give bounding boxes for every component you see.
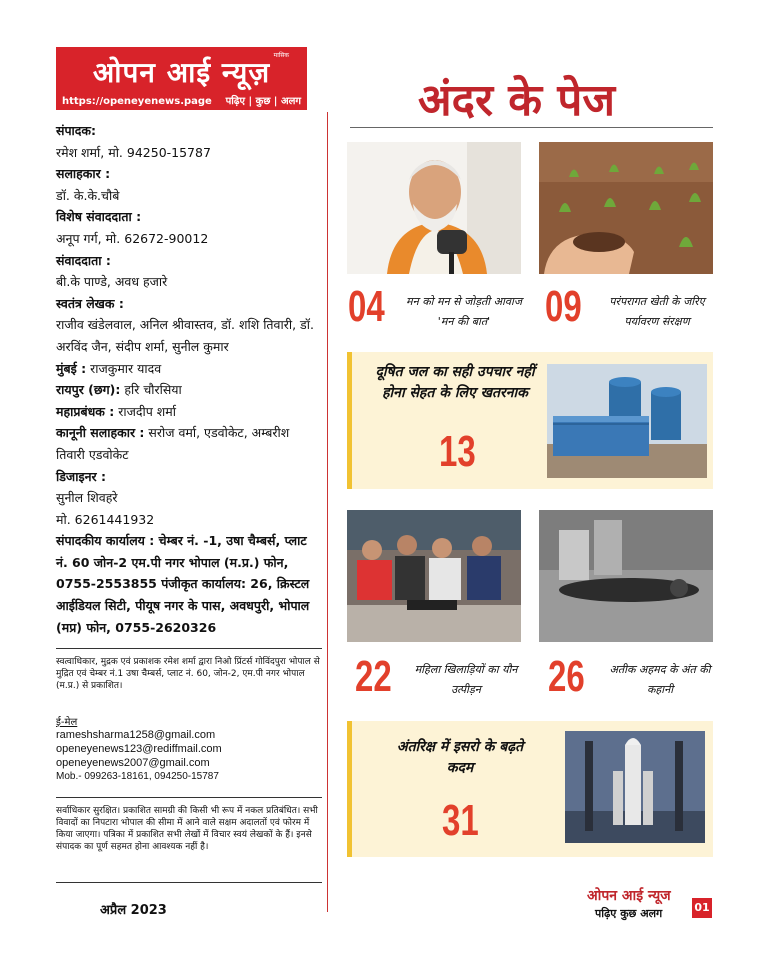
portrait-image <box>347 142 521 274</box>
credit-label: मुंबई : <box>56 360 87 376</box>
column-divider <box>327 112 328 912</box>
divider <box>56 648 322 649</box>
footer-tagline: पढ़िए कुछ अलग <box>595 907 663 920</box>
story-caption[interactable]: महिला खिलाड़ियों का यौन उत्पीड़न <box>414 663 518 696</box>
divider <box>56 882 322 883</box>
credit-label: संपादक: <box>56 123 97 138</box>
page-number-31: 31 <box>442 796 479 845</box>
credit-value: राजकुमार यादव <box>90 360 162 376</box>
credit-value: राजीव खंडेलवाल, अनिल श्रीवास्तव, डॉ. शशि तिवारी, डॉ. अरविंद जैन, संदीप शर्मा, सुनील कुमार <box>56 317 314 354</box>
scene-image <box>539 510 713 642</box>
water-plant-image <box>547 364 707 478</box>
story-photo-atiq[interactable] <box>539 510 713 642</box>
story-caption[interactable]: परंपरागत खेती के जरिए पर्यावरण संरक्षण <box>609 295 705 328</box>
page-number-26: 26 <box>548 652 585 701</box>
protest-image <box>347 510 521 642</box>
credit-label: संवाददाता : <box>56 252 111 268</box>
office-address <box>56 530 322 638</box>
credit-label: विशेष संवाददाता : <box>56 209 142 225</box>
panel-accent <box>347 352 352 489</box>
page-number-badge: 01 <box>692 898 712 918</box>
farming-image <box>539 142 713 274</box>
issue-date: अप्रैल 2023 <box>100 903 167 918</box>
logo-title: ओपन आई न्यूज़ <box>92 56 271 89</box>
email-address[interactable]: openeyenews123@rediffmail.com <box>56 743 222 755</box>
logo-tagline: पढ़िए | कुछ | अलग <box>225 96 301 107</box>
credit-label: महाप्रबंधक : <box>56 403 115 419</box>
credit-line <box>56 358 322 380</box>
story-caption[interactable]: मन को मन से जोड़ती आवाज 'मन की बात' <box>406 295 522 328</box>
office-label: संपादकीय कार्यालय : <box>56 533 155 549</box>
credit-line <box>56 422 322 465</box>
title-rule <box>350 127 713 128</box>
office-text: चेम्बर नं. -1, उषा चैम्बर्स, प्लाट नं. 60 जोन-2 एम.पी नगर भोपाल (म.प्र.) फोन, 0755-2553855 पंजीकृत कार्यालय: 26, क्रिस्टल आईडियल सिटी, पीयूष नगर के पास, अवधपुरी, भोपाल (मप्र) फोन, 0755-2620326 <box>56 533 310 635</box>
designer-mobile: मो. 6261441932 <box>56 511 155 527</box>
logo-url[interactable]: https://openeyenews.page <box>62 96 212 107</box>
story-caption: दूषित जल का सही उपचार नहीं होना सेहत के लिए खतरनाक <box>375 364 535 401</box>
credit-value: हरि चौरसिया <box>124 382 182 398</box>
email-label: ई-मेल <box>56 717 78 728</box>
ownership-note: स्वत्वाधिकार, मुद्रक एवं प्रकाशक रमेश शर्मा द्वारा निओ प्रिंटर्स गोविंदपुरा भोपाल से मुद्रित एवं चेम्बर नं.1 उषा चैम्बर्स, प्लाट नं. 60, जोन-2, एम.पी नगर भोपाल (म.प्र.) से प्रकाशित। <box>56 657 320 691</box>
feature-panel-water[interactable] <box>347 352 713 489</box>
credit-label: सलाहकार : <box>56 166 111 182</box>
masthead-logo <box>56 47 307 110</box>
feature-panel-isro[interactable] <box>347 721 713 857</box>
credit-value: राजदीप शर्मा <box>118 403 177 419</box>
credit-label: स्वतंत्र लेखक : <box>56 295 124 311</box>
story-photo-wrestlers[interactable] <box>347 510 521 642</box>
story-photo-mann-ki-baat[interactable] <box>347 142 521 274</box>
credit-label: रायपुर (छग): <box>56 382 121 398</box>
page-number-04: 04 <box>348 282 385 331</box>
designer-name: सुनील शिवहरे <box>56 490 118 506</box>
credit-value: अनूप गर्ग, मो. 62672-90012 <box>56 230 209 246</box>
story-caption: अंतरिक्ष में इसरो के बढ़ते कदम <box>396 739 524 776</box>
credits-block <box>56 120 322 638</box>
credit-value: सरोज वर्मा, एडवोकेट, अम्बरीश तिवारी एडवोकेट <box>56 425 290 462</box>
disclaimer: सर्वाधिकार सुरक्षित। प्रकाशित सामग्री की किसी भी रूप में नकल प्रतिबंधित। सभी विवादों का निपटारा भोपाल की सीमा में आने वाले सक्षम अदालतों एवं फोरम में किया जाएगा। पत्रिका में प्रकाशित सभी लेखों में विचार स्वयं लेखकों के हैं। इनसे संपादक का पूर्ण सहमत होना आवश्यक नहीं है। <box>56 806 318 852</box>
credit-value: बी.के पाण्डे, अवध हजारे <box>56 274 168 290</box>
contact-mobile: Mob.- 099263-18161, 094250-15787 <box>56 771 219 782</box>
page-number-09: 09 <box>545 282 582 331</box>
credit-value: रमेश शर्मा, मो. 94250-15787 <box>56 144 211 160</box>
page-number-22: 22 <box>355 652 392 701</box>
email-address[interactable]: rameshsharma1258@gmail.com <box>56 729 216 741</box>
rocket-image <box>565 731 705 843</box>
panel-accent <box>347 721 352 857</box>
credit-value: डॉ. के.के.चौबे <box>56 187 120 203</box>
page-number-13: 13 <box>439 427 476 476</box>
contents-title: अंदर के पेज <box>418 75 616 126</box>
story-caption[interactable]: अतीक अहमद के अंत की कहानी <box>609 663 711 696</box>
footer-brand: ओपन आई न्यूज <box>587 888 671 904</box>
credit-line <box>56 379 322 401</box>
credit-label: कानूनी सलाहकार : <box>56 425 145 441</box>
divider <box>56 797 322 798</box>
email-address[interactable]: openeyenews2007@gmail.com <box>56 757 210 769</box>
designer-label: डिजाइनर : <box>56 468 106 484</box>
credit-line <box>56 401 322 423</box>
story-photo-farming[interactable] <box>539 142 713 274</box>
logo-frequency: मासिक <box>273 52 289 59</box>
email-block <box>56 714 320 784</box>
